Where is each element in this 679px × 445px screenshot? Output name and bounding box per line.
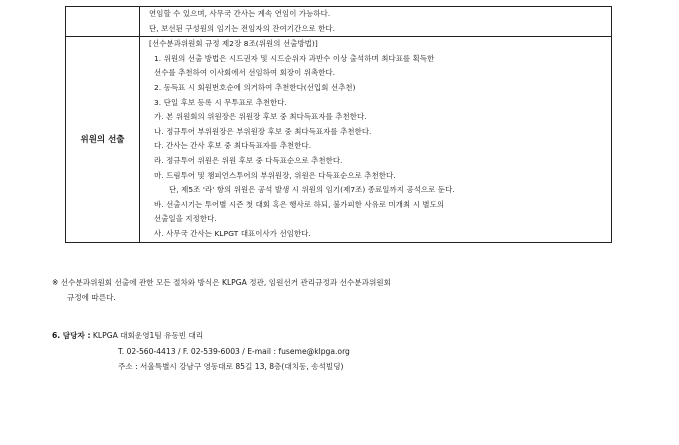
contact-person-line	[52, 328, 350, 344]
footnote-line: 규정에 따른다.	[67, 293, 116, 302]
text-line: 선수를 추천하여 이사회에서 선임하여 회장이 위촉한다.	[154, 68, 336, 78]
text-line: 마. 드림투어 및 챔피언스투어의 부위원장, 위원은 다득표순으로 추천한다.	[154, 170, 396, 180]
empty-label-cell	[66, 7, 140, 37]
text-line: 선출일을 지정한다.	[154, 214, 217, 224]
text-line: 사. 사무국 간사는 KLPGT 대표이사가 선임한다.	[154, 228, 311, 238]
term-cell	[140, 7, 612, 37]
contact-address: 주소 : 서울특별시 강남구 영동대로 85길 13, 8층(대치동, 송석빌딩)	[118, 362, 344, 371]
footnote-line: ※ 선수분과위원회 선출에 관한 모든 절차와 방식은 KLPGA 정관, 임원선거 관리규정과 선수분과위원회	[52, 278, 391, 287]
text-line: 나. 정규투어 부위원장은 부위원장 후보 중 최다득표자를 추천한다.	[154, 126, 372, 136]
text-line: 연임할 수 있으며, 사무국 간사는 계속 연임이 가능하다.	[149, 9, 331, 18]
contact-heading: 6. 담당자 :	[52, 331, 91, 340]
text-line: 3. 단일 후보 등록 시 무투표로 추천한다.	[154, 97, 287, 107]
text-line: 단, 제5조 '라' 항의 위원은 공석 발생 시 위원의 임기(제7조) 종료일까지 공석으로 둔다.	[169, 185, 455, 195]
text-line: 가. 본 위원회의 위원장은 위원장 후보 중 최다득표자를 추천한다.	[154, 112, 367, 122]
text-line: 바. 선출시기는 투어별 시즌 첫 대회 혹은 행사로 하되, 불가피한 사유로 미개최 시 별도의	[154, 199, 445, 209]
table-row	[66, 7, 612, 37]
text-line: 단, 보선된 구성원의 임기는 전임자의 잔여기간으로 한다.	[149, 23, 336, 33]
contact-phone-email: T. 02-560-4413 / F. 02-539-6003 / E-mail : fuseme@klpga.org	[118, 346, 350, 356]
contact-person: KLPGA 대회운영1팀 유동빈 대리	[92, 331, 204, 340]
text-line: 라. 정규투어 위원은 위원 후보 중 다득표순으로 추천한다.	[154, 155, 343, 165]
footnote	[52, 275, 391, 305]
text-line: 2. 동득표 시 회원번호순에 의거하여 추천한다(선입회 선추천)	[154, 82, 356, 92]
text-line: 다. 간사는 간사 후보 중 최다득표자를 추천한다.	[154, 141, 312, 151]
text-line: 1. 위원의 선출 방법은 시드권자 및 시드순위자 과반수 이상 출석하며 최다표를 획득한	[154, 53, 435, 63]
election-cell	[140, 37, 612, 242]
table-row	[66, 37, 612, 242]
contact-block	[52, 328, 350, 375]
rules-table	[65, 6, 612, 243]
section-label: 위원의 선출	[66, 37, 140, 242]
text-line: [선수분과위원회 규정 제2장 8조(위원의 선출방법)]	[149, 39, 318, 49]
